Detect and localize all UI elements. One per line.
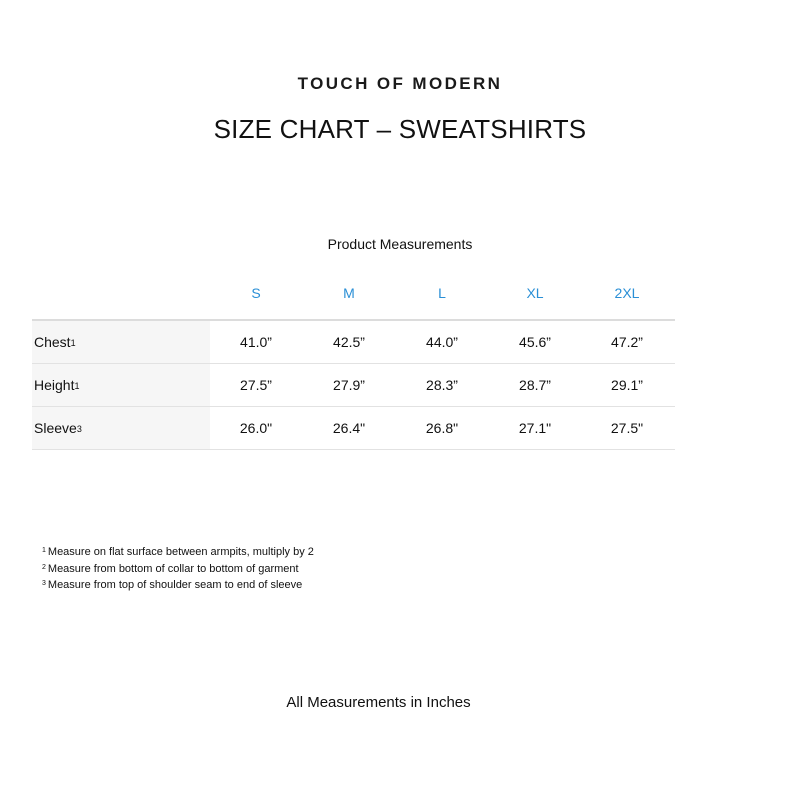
table-cell: 28.3” — [426, 377, 458, 393]
table-cell: 47.2” — [611, 334, 643, 350]
table-row-sleeve — [32, 407, 675, 450]
row-label-text: Sleeve — [34, 420, 77, 436]
table-cell: 45.6” — [519, 334, 551, 350]
table-caption: Product Measurements — [327, 236, 473, 252]
size-header-cell: 2XL — [614, 285, 640, 301]
size-header-cell: M — [343, 285, 355, 301]
table-cell: 26.4" — [332, 420, 366, 436]
table-cell: 44.0” — [426, 334, 458, 350]
row-label-footnote: 3 — [76, 424, 82, 434]
footnote — [42, 562, 314, 579]
footnote-text: Measure from top of shoulder seam to end of sleeve — [47, 579, 303, 591]
row-label-text: Height — [34, 377, 75, 393]
table-cell: 42.5” — [333, 334, 365, 350]
table-cell: 27.1" — [518, 420, 552, 436]
table-row-chest — [32, 321, 675, 364]
row-label — [32, 407, 210, 449]
row-label-footnote: 1 — [74, 381, 80, 391]
units-note: All Measurements in Inches — [286, 694, 471, 711]
row-label-footnote: 1 — [70, 338, 76, 348]
brand-logo: TOUCH OF MODERN — [297, 74, 503, 93]
table-cell: 26.0" — [239, 420, 273, 436]
table-cell: 27.9” — [333, 377, 365, 393]
table-row-height — [32, 364, 675, 407]
size-header-cell: S — [251, 285, 261, 301]
footnote-text: Measure from bottom of collar to bottom of garment — [47, 562, 299, 575]
table-cell: 26.8" — [425, 420, 459, 436]
footnote — [42, 545, 314, 562]
page-title: SIZE CHART – SWEATSHIRTS — [213, 114, 587, 144]
row-label-text: Chest — [34, 334, 71, 350]
size-header-cell: XL — [526, 285, 544, 301]
row-label — [32, 321, 210, 363]
table-cell: 41.0” — [240, 334, 272, 350]
table-cell: 27.5" — [610, 420, 644, 436]
size-header-cell: L — [438, 285, 446, 301]
table-cell: 28.7” — [519, 377, 551, 393]
footnote — [42, 578, 314, 595]
footnote-marker: 2 — [42, 563, 46, 571]
table-cell: 27.5” — [240, 377, 272, 393]
table-cell: 29.1” — [611, 377, 643, 393]
row-label — [32, 364, 210, 406]
footnote-marker: 3 — [42, 580, 46, 587]
size-header-row — [32, 272, 675, 321]
size-chart-table — [32, 272, 675, 450]
footnote-text: Measure on flat surface between armpits, multiply by 2 — [47, 546, 314, 558]
footnote-marker: 1 — [42, 547, 46, 554]
footnotes — [42, 545, 314, 595]
